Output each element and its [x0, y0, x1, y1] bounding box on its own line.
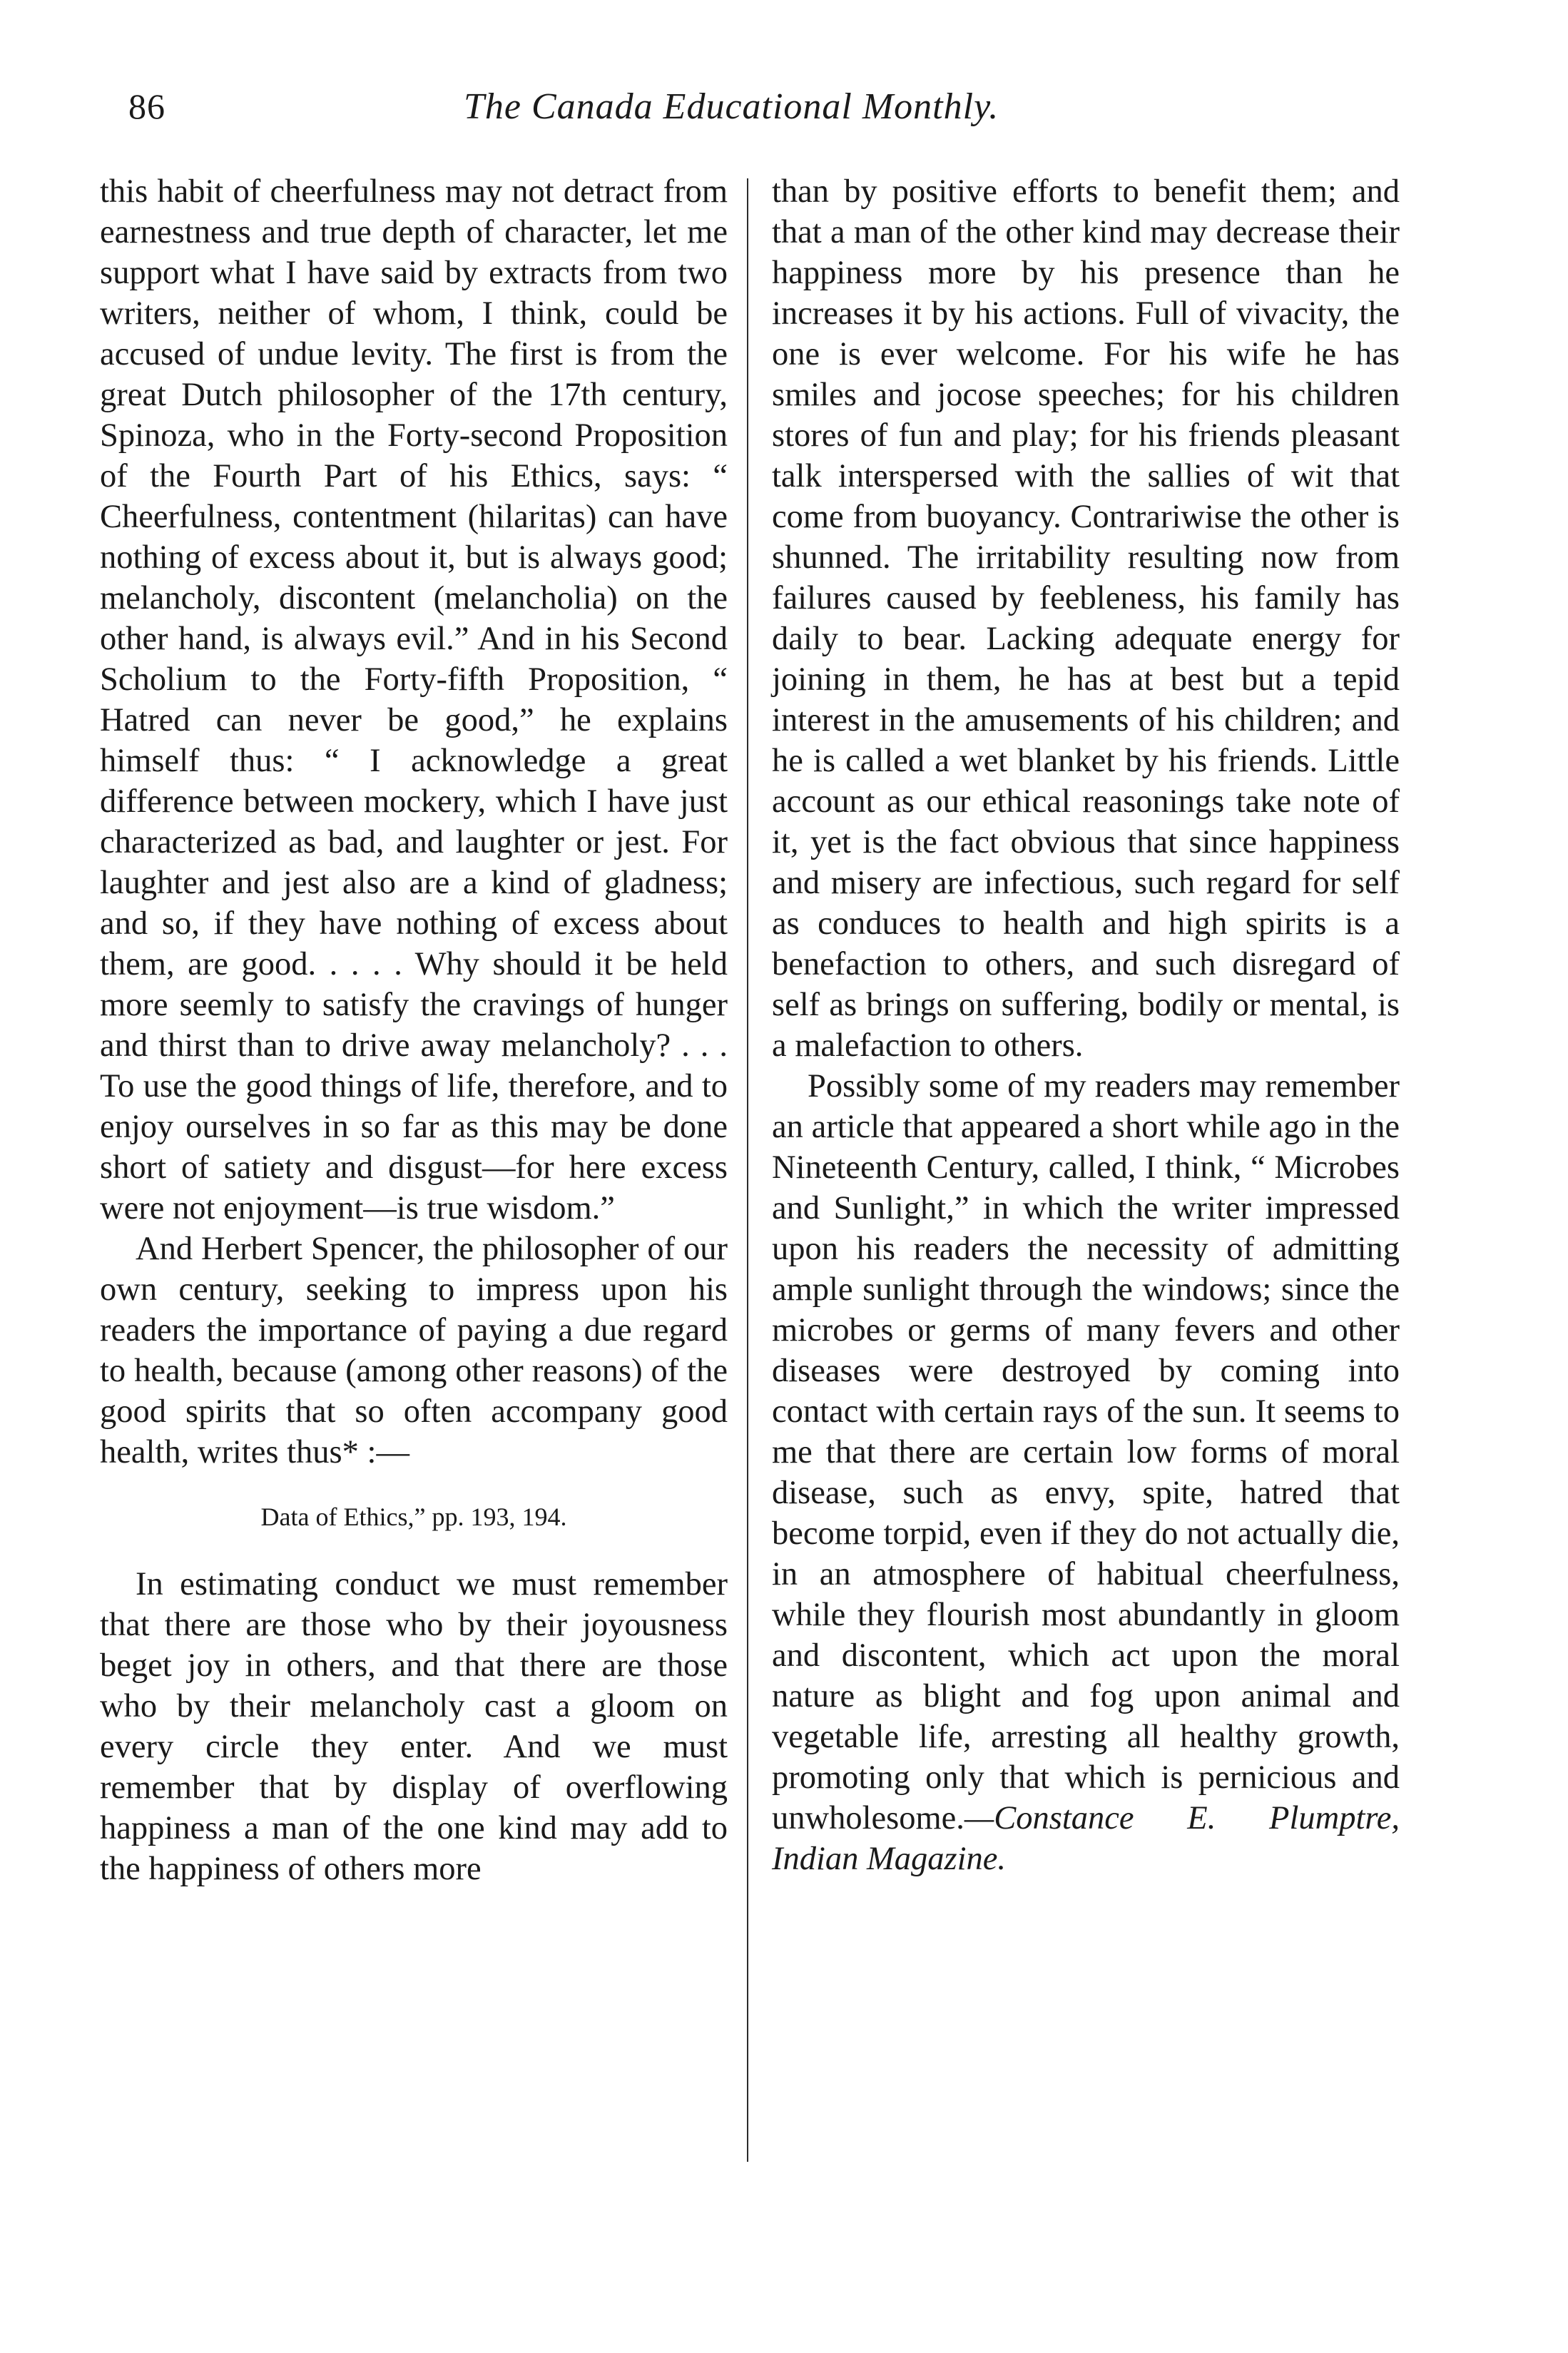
right-paragraph-2 [772, 1066, 1400, 1879]
journal-title: The Canada Educational Monthly. [464, 86, 999, 127]
running-head [100, 86, 1441, 143]
left-column [100, 171, 728, 1889]
left-quote-paragraph: In estimating conduct we must remember that there are those who by their joyousness beget joy in others, and that there are those who by their melancholy cast a gloom on every circle they enter. And we must remember that by display of overflowing happiness a man of the one kind may add to the happiness of others more [100, 1566, 728, 1887]
right-column [772, 171, 1400, 1879]
left-paragraph-1: this habit of cheerfulness may not detract from earnestness and true depth of character, let me support what I have said by extracts from two writers, neither of whom, I think, could be accused of undue levity. The first is from the great Dutch philosopher of the 17th century, Spinoza, who in the Forty-second Proposition of the Fourth Part of his Ethics, says: “ Cheerfulness, contentment (hilaritas) can have nothing of excess about it, but is always good; melancholy, discontent (melancholia) on the other hand, is always evil.” And in his Second Scholium to the Forty-fifth Proposition, “ Hatred can never be good,” he explains himself thus: “ I acknowledge a great difference between mockery, which I have just characterized as bad, and laughter or jest. For laughter and jest also are a kind of gladness; and so, if they have nothing of excess about them, are good. . . . . Why should it be held more seemly to satisfy the cravings of hunger and thirst than to drive away melancholy? . . . To use the good things of life, therefore, and to enjoy ourselves in so far as this may be done short of satiety and disgust—for here excess were not enjoyment—is true wisdom.” [100, 173, 728, 1226]
footnote: Data of Ethics,” pp. 193, 194. [260, 1503, 567, 1531]
left-paragraph-2: And Herbert Spencer, the philosopher of our own century, seeking to impress upon his readers the importance of paying a due regard to health, because (among other reasons) of the good spirits that so often accompany good health, writes thus* :— [100, 1231, 728, 1470]
right-paragraph-1: than by positive efforts to benefit them; and that a man of the other kind may decrease their happiness more by his presence than he increases it by his actions. Full of vivacity, the one is ever welcome. For his wife he has smiles and jocose speeches; for his children stores of fun and play; for his friends pleasant talk interspersed with the sallies of wit that come from buoyancy. Contrariwise the other is shunned. The irritability resulting now from failures caused by feebleness, his family has daily to bear. Lacking adequate energy for joining in them, he has at best but a tepid interest in the amusements of his children; and he is called a wet blanket by his friends. Little account as our ethical reasonings take note of it, yet is the fact obvious that since happiness and misery are infectious, such regard for self as conduces to health and high spirits is a benefaction to others, and such disregard of self as brings on suffering, bodily or mental, is a malefaction to others. [772, 173, 1400, 1064]
author-signature: —Constance E. Plumptre, Indian Magazine. [772, 1800, 1400, 1877]
right-paragraph-2-text: Possibly some of my readers may remember an article that appeared a short while ago in the Nineteenth Century, called, I think, “ Microbes and Sunlight,” in which the writer impressed upon his readers the necessity of admitting ample sunlight through the windows; since the microbes or germs of many fevers and other diseases were destroyed by coming into contact with certain rays of the sun. It seems to me that there are certain low forms of moral disease, such as envy, spite, hatred that become torpid, even if they do not actually die, in an atmosphere of habitual cheerfulness, while they flourish most abundantly in gloom and discontent, which act upon the moral nature as blight and fog upon animal and vegetable life, arresting all healthy growth, promoting only that which is pernicious and unwholesome. [772, 1068, 1400, 1836]
column-divider [747, 178, 748, 2162]
page-number: 86 [128, 86, 166, 126]
